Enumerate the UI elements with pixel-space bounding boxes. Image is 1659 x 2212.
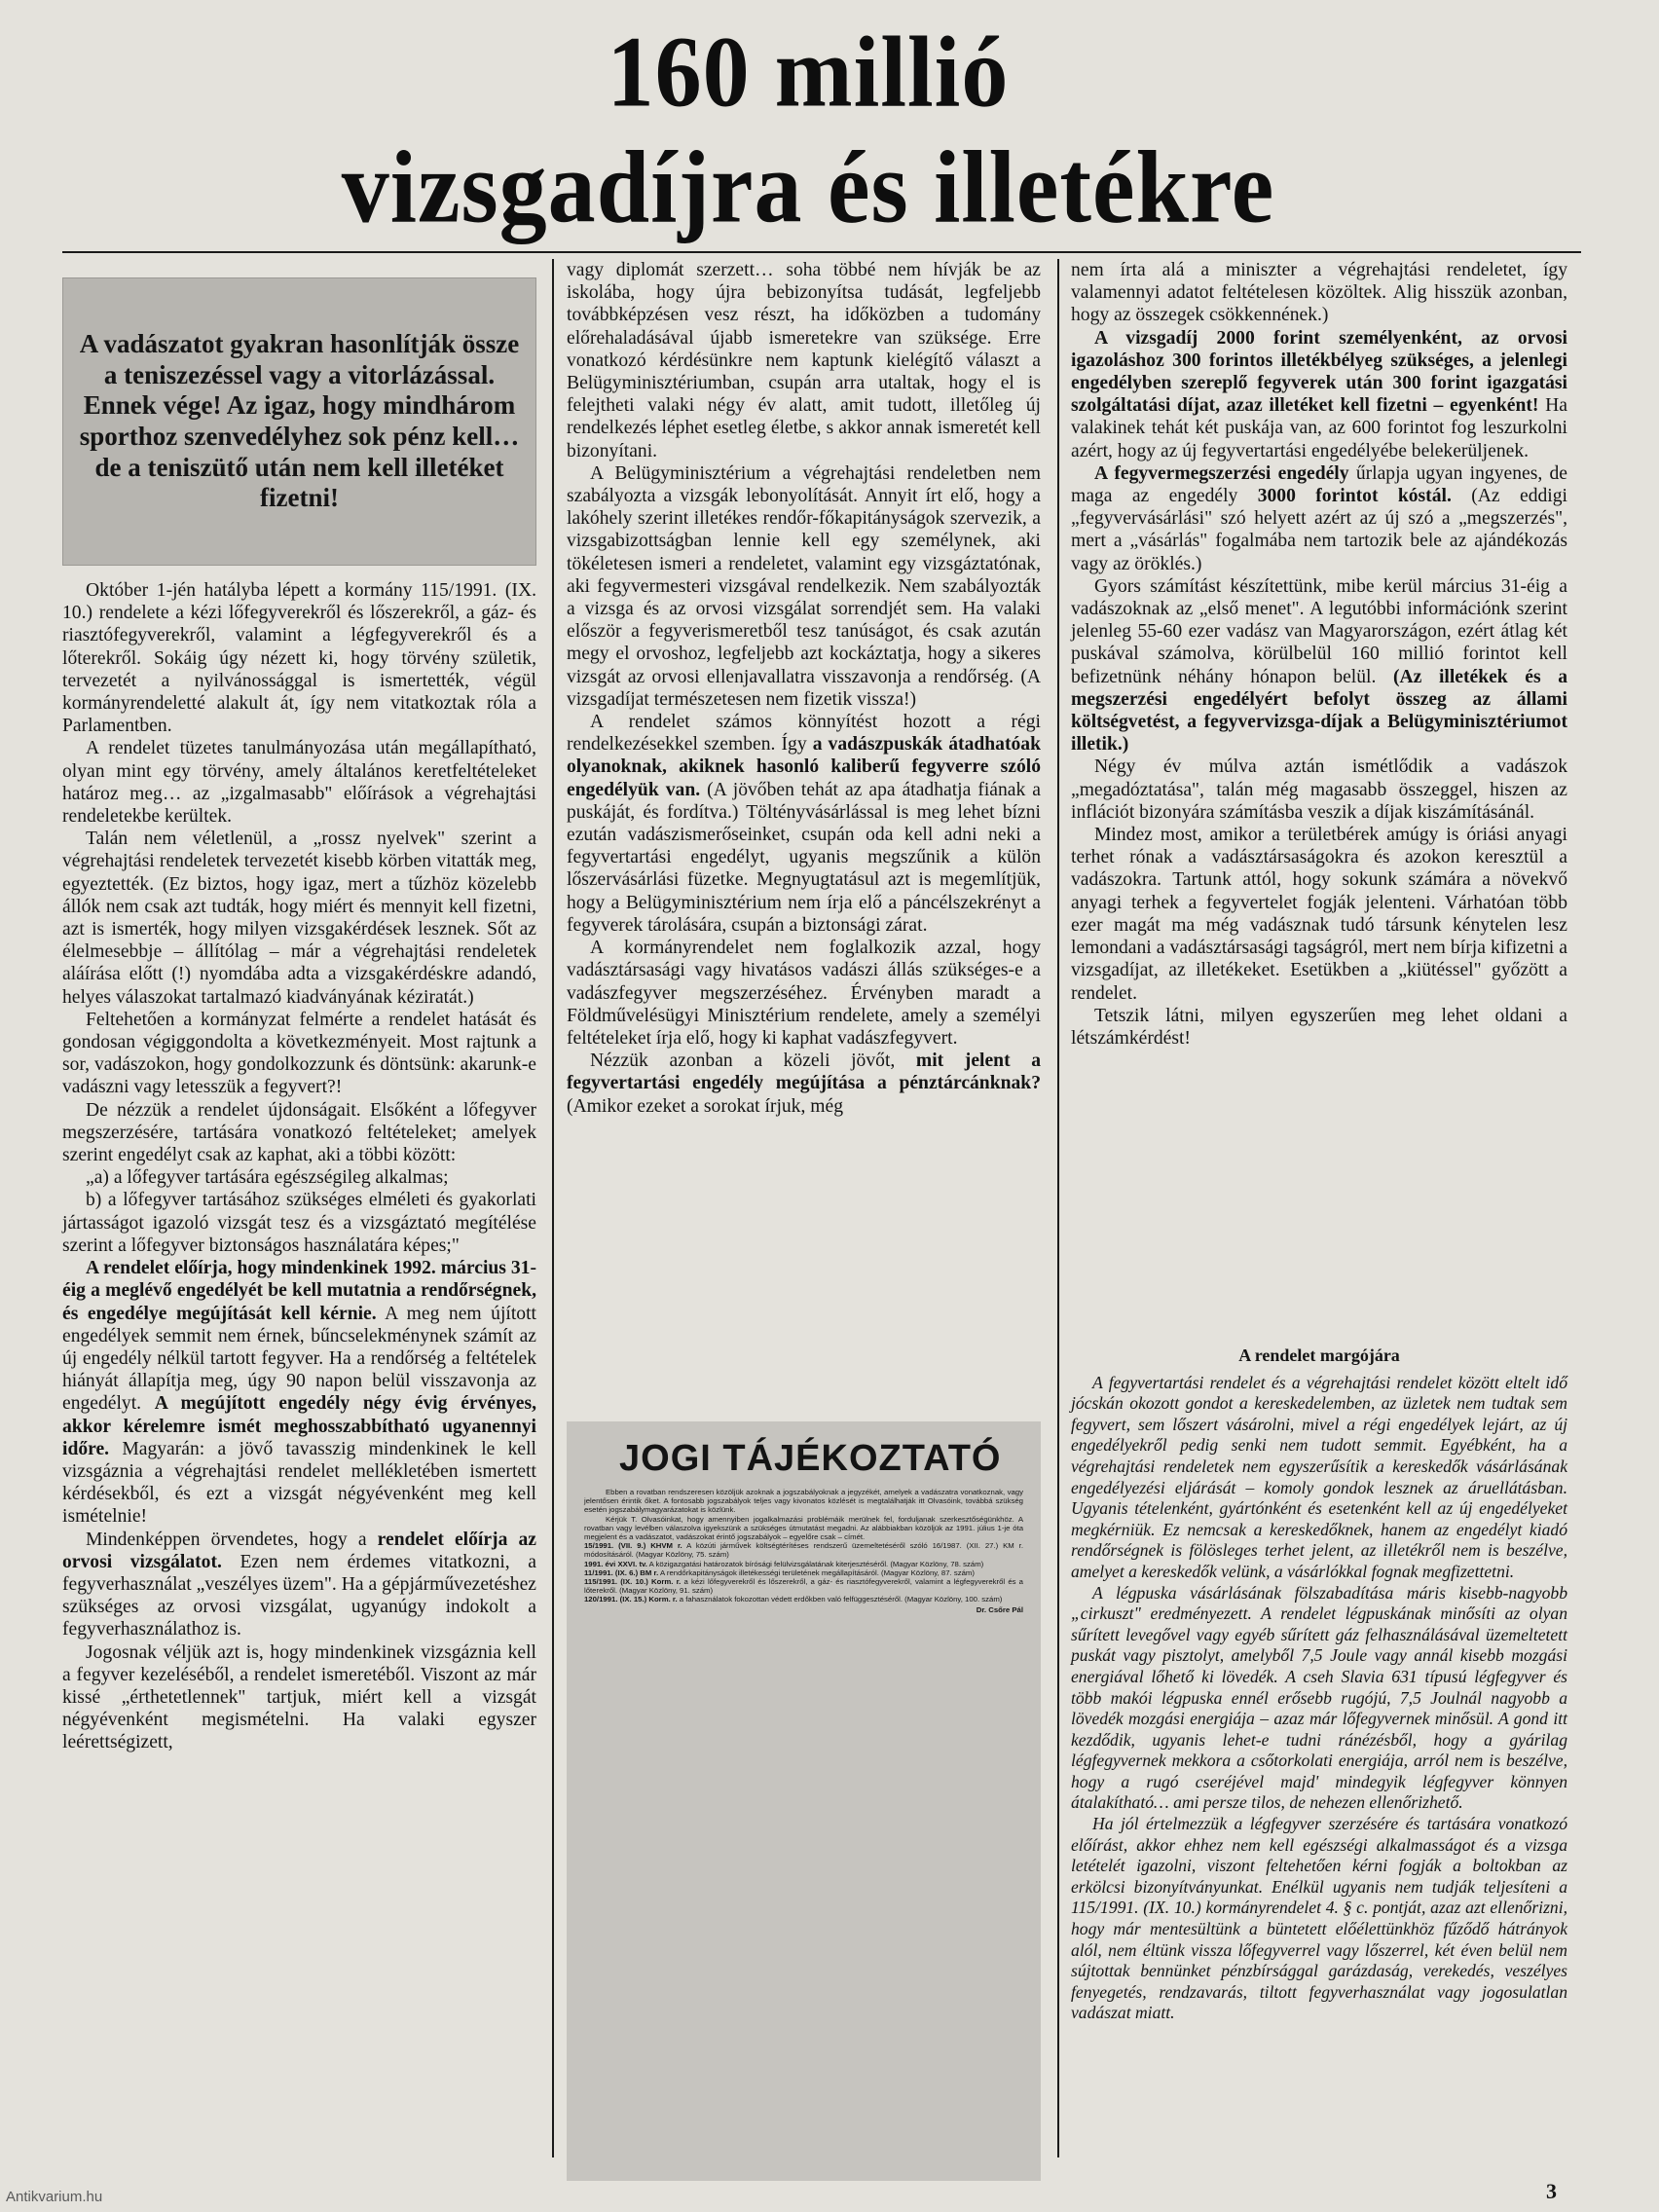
headline-line-1: 160 millió (607, 15, 1010, 129)
bold-text: A rendelet előírja, hogy mindenkinek 1992. március 31-éig a meglévő engedélyét be kell mutatnia a rendőrségnek, és engedélye megújítását kell kérnie. (62, 1258, 536, 1324)
paragraph (1071, 462, 1567, 575)
bold-text: 3000 forintot kóstál. (1257, 486, 1452, 507)
paragraph: Négy év múlva aztán ismétlődik a vadászok „megadóztatása", talán még magasabb összeggel, hiszen az inflációt bizonyára számításba veszik a díjak kiszámításánál. (1071, 756, 1567, 823)
paragraph: Október 1-jén hatályba lépett a kormány 115/1991. (IX. 10.) rendelete a kézi lőfegyverekről és lőszerekről, a gáz- és riasztófegyverekről, valamint a légfegyverekről és a lőterekről. Sokáig úgy nézett ki, hogy törvény születik, tervezetét a nyilvánossággal is ismertették, végül kormányrendeletté alakult át, így nem vitatkoztak róla a Parlamentben. (62, 580, 536, 737)
bold-text: (Az illetékek és a megszerzési engedélyért befolyt összeg az állami költségvetést, a fegyvervizsga-díjak a Belügyminisztériumot illetik.) (1071, 666, 1567, 756)
bold-text: A fegyvermegszerzési engedély (1094, 462, 1349, 484)
page-number: 3 (1546, 2179, 1557, 2203)
column-divider-2 (1057, 259, 1059, 2157)
paragraph: Mindez most, amikor a területbérek amúgy is óriási anyagi terhet rónak a vadásztársaságokra és azokon keresztül a vadászokra. Tartunk attól, hogy sokunk számára a növekvő anyagi terhek a fegyvertelet fogják jelenteni. Várhatóan több ezer magát ma még vadásznak tudó társunk kénytelen lesz lemondani a vadásztársasági tagságról, mert nem bírja kifizetni a vizsgadíjat, az illetékeket. Esetükben a „kiütéssel" győzött a rendelet. (1071, 825, 1567, 1004)
bold-text: mit jelent a fegyvertartási engedély megújítása a pénztárcánknak? (567, 1051, 1041, 1094)
bold-text: a vadászpuskák átadhatóak olyanoknak, akiknek hasonló kaliberű fegyverre szóló engedélyük van. (567, 734, 1041, 800)
paragraph: A fegyvertartási rendelet és a végrehajtási rendelet között eltelt idő jócskán okozott gondot a kereskedelemben, az üzletek nem tudtak sem fegyvert, sem lőszert vásárolni, mivel a régi engedélyek lejárt, az új engedélyekről pedig senki nem tudott semmit. Egyébként, ha a végrehajtási rendeletek nem egyszerűsítik a kereskedők vásárlásának engedélyezési eljárását – komoly gondok lesznek az áruellátásban. Ugyanis tételenként, gyártónként és esetenként kell az új engedélyeket megkérniük. Ez nemcsak a kereskedőknek, hanem az engedélyt kiadó rendőrségnek is fölösleges terhet jelent, az illetékről nem is beszélve, amelyet a kereskedők velünk, a vásárlókkal fognak megfizettetni. (1071, 1372, 1567, 1581)
article-column-2 (567, 259, 1041, 1118)
paragraph: Talán nem véletlenül, a „rossz nyelvek" szerint a végrehajtási rendeletek tervezetét kisebb körben vitatták meg, egyeztették. (Ez biztos, hogy igaz, mert a tűzhöz közelebb állók nem csak azt tudták, hogy miért és mennyit kell fizetni, azt is ismerték, hogy milyen vizsgakérdések lesznek. Sőt az élelmesebbje – állítólag – már a végrehajtási rendeletek aláírása előtt (!) nyomdába adta a vizsgakérdéskre adandó, helyes válaszokat tartalmazó kiadványának kéziratát.) (62, 829, 536, 1008)
legal-info-box (567, 1421, 1041, 2181)
paragraph: Ebben a rovatban rendszeresen közöljük azoknak a jogszabályoknak a jegyzékét, amelyek a vadászatra vonatkoznak, vagy jelentősen érintik őket. A fontosabb jogszabályok teljes vagy kivonatos közlését is megtalálhatják itt Olvasóink, továbbá szükség esetén jogszabálymagyarázatokat is közlünk. (584, 1488, 1023, 1515)
article-column-3 (1071, 259, 1567, 1050)
top-rule (62, 251, 1581, 253)
lead-box (62, 277, 536, 566)
paragraph: A Belügyminisztérium a végrehajtási rendeletben nem szabályozta a vizsgák lebonyolítását. Annyit írt elő, hogy a lakóhely szerint illetékes rendőr-főkapitányságok szervezik, a vizsgabizottságban lennie kell egy személynek, aki tökéletesen ismeri a rendeletet, valamint egy vizsgáztatónak, aki fegyvermesteri vizsgával rendelkezik. Nem szabályozták a vizsga és az orvosi vizsgálat sorrendjét sem. Ha valaki először a fegyverismeretből tesz tanúságot, és csak azután megy el orvoshoz, legfeljebb azt kockáztatja, hogy a sikeres vizsgát az orvosi ellenjavallatra visszavonja a rendőrség. (A vizsgadíjat természetesen nem fizetik vissza!) (567, 462, 1041, 710)
paragraph: vagy diplomát szerzett… soha többé nem hívják be az iskolába, hogy újra bebizonyítsa tudását, legfeljebb továbbképzésen vesz részt, ha időközben a tudomány előrehaladásával újabb ismeretekre van szüksége. Erre vonatkozó kérdésünkre nem kaptunk kielégítő választ a Belügyminisztériumban, csupán arra utaltak, hogy el is felejtheti valaki négy év alatt, amit tudott, illetőleg új rendelkezés léphet esetleg életbe, s akkor annak ismeretét kell bizonyítani. (567, 260, 1041, 461)
text: (Amikor ezeket a sorokat írjuk, még (567, 1095, 844, 1117)
text: A meg nem újított engedélyek semmit nem érnek, bűncselekménynek számít az új engedély nélkül tartott fegyver. Ha a rendőrség a feltételek hiányát állapítja meg, úgy 90 napon belül visszavonja az engedélyt. (62, 1303, 536, 1415)
paragraph: A kormányrendelet nem foglalkozik azzal, hogy vadásztársasági vagy hivatásos vadászi állás szükséges-e a vadászfegyver megszerzéséhez. Érvényben maradt a Földművelésügyi Minisztérium rendelete, amely a személyi feltételeket írja elő, hogy ki kaphat vadászfegyvert. (567, 938, 1041, 1049)
legal-item (584, 1577, 1023, 1595)
text: (Az eddigi „fegyvervásárlási" szó helyett azért az új szó a „megszerzés", mert a „vásárlás" fogalmába nem tartozik bele az ajándékozás vagy az öröklés.) (1071, 486, 1567, 574)
paragraph: b) a lőfegyver tartásához szükséges elméleti és gyakorlati jártasságot igazoló vizsgát tesz és a vizsgáztató megítélése szerint a lőfegyver biztonságos használatára képes;" (62, 1190, 536, 1256)
legal-ref: 11/1991. (IX. 6.) BM r. (584, 1567, 659, 1577)
legal-item (584, 1568, 1023, 1577)
bold-text: A vizsgadíj 2000 forint személyenként, az orvosi igazoláshoz 300 forintos illetékbélyeg szükséges, a jelenlegi engedélyben szereplő fegyverek után 300 forint igazgatási szolgáltatási díjat, azaz illetéket kell fizetni – egyenként! (1071, 327, 1567, 417)
legal-ref: 15/1991. (VII. 9.) KHVM r. (584, 1541, 682, 1551)
legal-item (584, 1595, 1023, 1604)
text: (A jövőben tehát az apa átadhatja fiának a puskáját, és fordítva.) Töltényvásárlással is meg lehet bízni ezután vadászismerőseinket, csupán oda kell adni neki a fegyvertartási engedélyt, ugyanis megszűnik a külön lőszervásárlási füzetke. Megnyugtatásul azt is megemlítjük, hogy a Belügyminisztérium nem írja elő a páncélszekrényt a fegyverek tárolására, csupán a biztonsági zárat. (567, 779, 1041, 936)
paragraph: Feltehetően a kormányzat felmérte a rendelet hatását és gondosan végiggondolta a következményeit. Most rajtunk a sor, vadászokon, hogy gondolkozzunk és döntsünk: akarunk-e vadászni vagy letesszük a fegyvert?! (62, 1009, 536, 1098)
legal-item (584, 1541, 1023, 1559)
paragraph (567, 711, 1041, 937)
legal-text: a fahasználatok fokozottan védett erdőkben való felfüggesztéséről. (Magyar Közlöny, 100. szám) (677, 1595, 1003, 1604)
paragraph (62, 1257, 536, 1528)
text: űrlapja ugyan ingyenes, de maga az engedély (1071, 462, 1567, 507)
paragraph: De nézzük a rendelet újdonságait. Elsőként a lőfegyver megszerzésére, tartására vonatkozó feltételeket; amelyek szerint engedélyt csak az kaphat, aki a többi között: (62, 1099, 536, 1166)
legal-ref: 120/1991. (IX. 15.) Korm. r. (584, 1595, 678, 1604)
legal-ref: 1991. évi XXVI. tv. (584, 1559, 647, 1568)
text: A rendelet számos könnyítést hozott a régi rendelkezésekkel szemben. Így (567, 712, 1041, 756)
legal-text: A közigazgatási határozatok bírósági felülvizsgálatának kiterjesztéséről. (Magyar Közlöny, 78. szám) (646, 1559, 984, 1568)
paragraph: „a) a lőfegyver tartására egészségileg alkalmas; (86, 1167, 449, 1189)
paragraph: Kérjük T. Olvasóinkat, hogy amennyiben jogalkalmazási problémáik merülnek fel, forduljanak szerkesztőségünkhöz. A rovatban vagy levélben válaszolva igyekszünk a szükséges útmutatást megadni. Az alábbiakban közöljük az 1991. július 1-je óta megjelent és a vadászatot, vadászokat érintő jogszabályok – egyelőre csak – címét. (584, 1514, 1023, 1541)
paragraph (62, 1529, 536, 1641)
watermark: Antikvarium.hu (6, 2189, 103, 2205)
text: Mindenképpen örvendetes, hogy a (86, 1529, 378, 1550)
legal-text: A rendőrkapitányságok illetékességi területének megállapításáról. (Magyar Közlöny, 87. szám) (658, 1567, 975, 1577)
paragraph: nem írta alá a miniszter a végrehajtási rendeletet, így valamennyi adatot feltételesen közöltek. Alig hisszük azonban, hogy az összegek csökkennének.) (1071, 260, 1567, 326)
text: Nézzük azonban a közeli jövőt, (590, 1051, 916, 1072)
text: Gyors számítást készítettünk, mibe kerül március 31-éig a vadászoknak az „első menet". A legutóbbi információnk szerint jelenleg 55-60 ezer vadász van Magyarországon, ezért átlag két puskával számolva, körülbelül 160 millió forintot kell befizetnünk néhány hónapon belül. (1071, 575, 1567, 687)
paragraph: A légpuska vásárlásának fölszabadítása máris kisebb-nagyobb „cirkuszt" eredményezett. A rendelet légpuskának minősíti az olyan sűrített levegővel vagy egyéb sűrített gáz felhasználásával üzemeltetett puskát vagy pisztolyt, amelyből 7,5 Joule vagy annál kisebb mozgási energiával lőhető ki lövedék. A cseh Slavia 631 típusú légfegyver és több makói légpuska ennél erősebb rugójú, 7,5 Joulnál nagyobb a lövedék mozgási energiája – azaz már lőfegyvernek minősül. A gond itt kezdődik, ugyanis lehet-e tudni ránézésből, hogy a gyárilag légfegyvernek mekkora a csőtorkolati energiája, arról nem is beszélve, hogy a rugó cseréjével majd' mindegyik légfegyver könnyen átalakítható… ami persze tilos, de nehezen ellenőrizhető. (1071, 1582, 1567, 1813)
text: Ha valakinek tehát két puskája van, az 600 forintot fog leszurkolni azért, hogy az új fegyvertartási engedélyébe belekerüljenek. (1071, 395, 1567, 461)
column-divider-1 (552, 259, 554, 2157)
paragraph: Tetszik látni, milyen egyszerűen meg lehet oldani a létszámkérdést! (1071, 1005, 1567, 1049)
lead-text: A vadászatot gyakran hasonlítják össze a teniszezéssel vagy a vitorlázással. Ennek vége! Az igaz, hogy mindhárom sporthoz szenvedélyhez sok pénz kell… de a teniszütő után nem kell illetéket fizetni! (79, 329, 520, 513)
article-column-1 (62, 579, 536, 1754)
paragraph: Ha jól értelmezzük a légfegyver szerzésére és tartására vonatkozó előírást, akkor ehhez nem kell egészségi alkalmasságot és a vizsga letételét igazolni, viszont feltehetően kérni fogják a boltokban az erkölcsi bizonyítványunkat. Enélkül ugyanis nem tudják teljesíteni a 115/1991. (IX. 10.) kormányrendelet 4. § c. pontját, azaz azt ellenőrizni, hogy már mentesültünk a büntetett előélettünkhöz fűződő hátrányok alól, nem éltünk vissza lőfegyverrel vagy lőszerrel, két éven belül nem sújtottak bennünket pénzbírsággal garázdaság, verekedés, veszélyes fenyegetés, rendzavarás, tiltott fegyverhasználat vagy jogosulatlan vadászat miatt. (1071, 1814, 1567, 2023)
margin-note (1071, 1346, 1567, 2024)
margin-note-title: A rendelet margójára (1238, 1346, 1400, 1365)
legal-text: A közúti járművek költségtérítéses rendszerű üzemeltetéséről szóló 16/1987. (XII. 27.) KM r. módosításáról. (Magyar Közlöny, 75. szám) (584, 1541, 1023, 1560)
bold-text: rendelet előírja az orvosi vizsgálatot. (62, 1529, 536, 1572)
legal-item (584, 1560, 1023, 1568)
paragraph (1071, 327, 1567, 462)
paragraph: A rendelet tüzetes tanulmányozása után megállapítható, olyan mint egy törvény, amely általános keretfeltételeket határoz meg… az „izgalmasabb" előírások a végrehajtási rendeletekbe kerültek. (62, 738, 536, 828)
paragraph (567, 1050, 1041, 1118)
headline-line-2: vizsgadíjra és illetékre (341, 130, 1275, 245)
text: Magyarán: a jövő tavasszig mindenkinek le kell vizsgáznia a végrehajtási rendelet mellékletében ismertett kérdésekből, és ezt a vizsgát négyévenként meg kell ismételnie! (62, 1438, 536, 1528)
text: Ezen nem érdemes vitatkozni, a fegyverhasználat „veszélyes üzem". Ha a gépjárművezetéshez szükséges az orvosi vizsgálat, ugyanúgy indokolt a fegyverhasználathoz is. (62, 1551, 536, 1641)
paragraph: Jogosnak véljük azt is, hogy mindenkinek vizsgáznia kell a fegyver kezeléséből, a rendelet ismeretéből. Viszont az már kissé „érthetetlennek" tartjuk, miért kell a vizsgát négyévenként megismételni. Ha valaki egyszer leérettségizett, (62, 1641, 536, 1753)
bold-text: A megújított engedély négy évig érvényes, akkor kérelemre ismét meghosszabbítható ugyanennyi időre. (62, 1393, 536, 1459)
legal-text: a kézi lőfegyverekről és lőszerekről, a gáz- és riasztófegyverekről, valamint a légfegyverekről és a lőterekről. (Magyar Közlöny, 91. szám) (584, 1576, 1023, 1596)
legal-info-title: JOGI TÁJÉKOZTATÓ (619, 1438, 1002, 1479)
signature: Dr. Csőre Pál (976, 1605, 1023, 1615)
legal-ref: 115/1991. (IX. 10.) Korm. r. (584, 1576, 682, 1586)
paragraph (1071, 575, 1567, 756)
